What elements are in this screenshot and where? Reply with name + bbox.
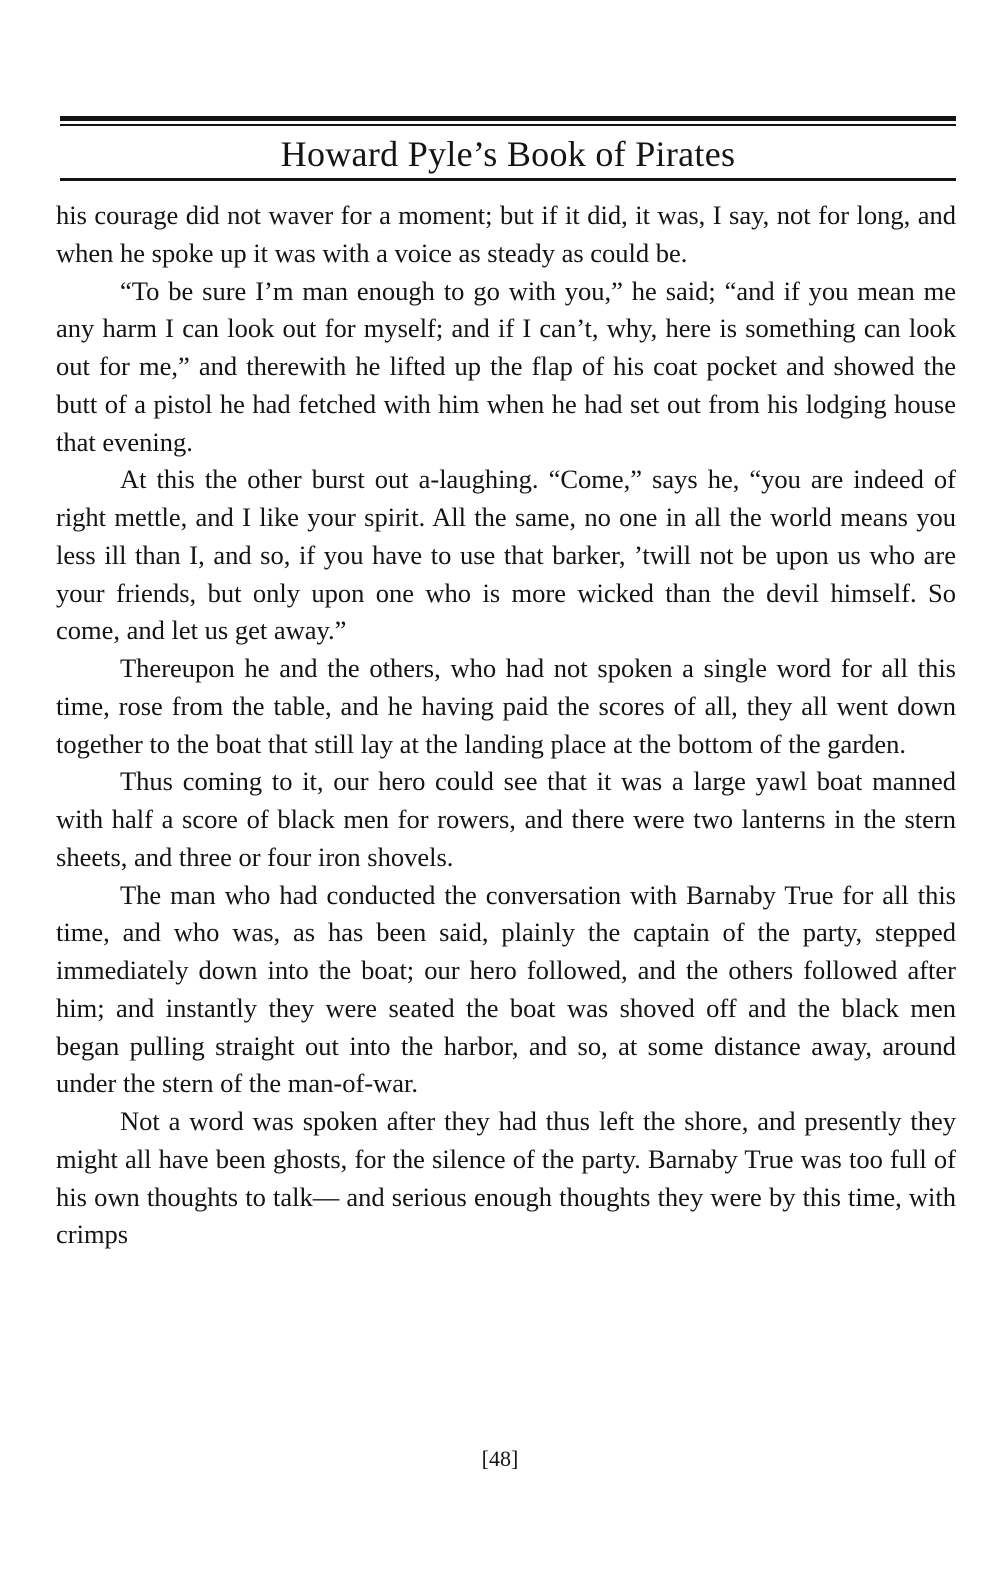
top-rule-thin <box>60 124 956 126</box>
paragraph: At this the other burst out a-laughing. “Come,” says he, “you are indeed of right mettle, and I like your spirit. All the same, no one in all the world means you less ill than I, and so, if you have to use that barker, ’twill not be upon us who are your friends, but only upon one who is more wicked than the devil himself. So come, and let us get away.” <box>56 464 956 646</box>
paragraph: “To be sure I’m man enough to go with you,” he said; “and if you mean me any harm I can look out for myself; and if I can’t, why, here is something can look out for me,” and therewith he lifted up the flap of his coat pocket and showed the butt of a pistol he had fetched with him when he had set out from his lodging house that evening. <box>56 275 956 457</box>
body-text <box>56 197 956 1254</box>
paragraph: Thus coming to it, our hero could see that it was a large yawl boat manned with half a score of black men for rowers, and there were two lanterns in the stern sheets, and three or four iron shovels. <box>56 766 956 872</box>
top-rule-thick <box>60 116 956 121</box>
paragraph: The man who had conducted the conversation with Barnaby True for all this time, and who was, as has been said, plainly the captain of the party, stepped immediately down into the boat; our hero followed, and the others followed after him; and instantly they were seated the boat was shoved off and the black men began pulling straight out into the harbor, and so, at some distance away, around under the stern of the man-of-war. <box>56 879 956 1099</box>
paragraph-continued: his courage did not waver for a moment; but if it did, it was, I say, not for long, and when he spoke up it was with a voice as steady as could be. <box>56 200 956 268</box>
running-head-title: Howard Pyle’s Book of Pirates <box>280 134 736 174</box>
paragraph: Not a word was spoken after they had thus left the shore, and presently they might all have been ghosts, for the silence of the party. Barnaby True was too full of his own thoughts to talk— and serious enough thoughts they were by this time, with crimps <box>56 1106 956 1250</box>
paragraph: Thereupon he and the others, who had not spoken a single word for all this time, rose from the table, and he having paid the scores of all, they all went down together to the boat that still lay at the landing place at the bottom of the garden. <box>56 653 956 759</box>
page-number: [48] <box>481 1446 519 1471</box>
header-underline-rule <box>60 178 956 181</box>
